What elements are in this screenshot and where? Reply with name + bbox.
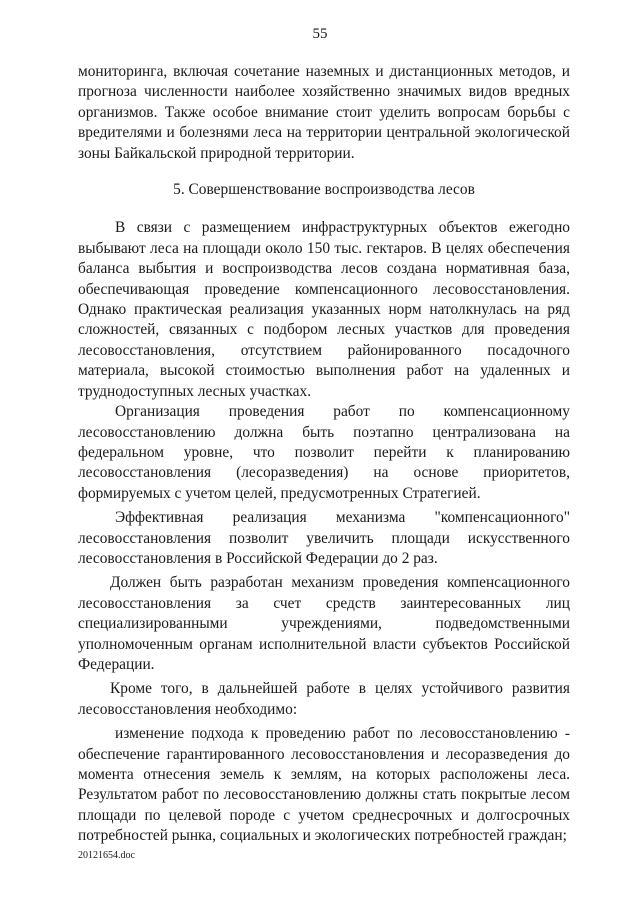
- paragraph-effective-implementation: Эффективная реализация механизма "компенсационного" лесовосстановления позволит увеличить площади искусственного лесовосстановления в Российской Федерации до 2 раз.: [78, 509, 570, 567]
- paragraph-mechanism: Должен быть разработан механизм проведения компенсационного лесовосстановления за счет средств заинтересованных лиц специализированными учреждениями, подведомственными уполномоченным органам исполнительной власти субъектов Российской Федерации.: [78, 574, 570, 673]
- paragraph-furthermore: Кроме того, в дальнейшей работе в целях устойчивого развития лесовосстановления необходимо:: [78, 680, 570, 718]
- footer-filename: 20121654.doc: [78, 850, 135, 861]
- section-heading: 5. Совершенствование воспроизводства лесов: [173, 181, 475, 199]
- document-body: [78, 62, 570, 847]
- page-number: 55: [312, 26, 328, 42]
- list-item-approach-change: изменение подхода к проведению работ по лесовосстановлению - обеспечение гарантированного лесовосстановления и лесоразведения до момента отнесения земель к землям, на которых расположены леса. Результатом работ по лесовосстановлению должны стать покрытые лесом площади по целевой породе с учетом среднесрочных и долгосрочных потребностей рынка, социальных и экологических потребностей граждан;: [78, 725, 570, 845]
- paragraph-monitoring: мониторинга, включая сочетание наземных и дистанционных методов, и прогноза численности наиболее хозяйственно значимых видов вредных организмов. Также особое внимание стоит уделить вопросам борьбы с вредителями и болезнями леса на территории центральной экологической зоны Байкальской природной территории.: [78, 63, 570, 162]
- paragraph-infrastructure: В связи с размещением инфраструктурных объектов ежегодно выбывают леса на площади около 150 тыс. гектаров. В целях обеспечения баланса выбытия и воспроизводства лесов создана нормативная база, обеспечивающая проведение компенсационного лесовосстановления. Однако практическая реализация указанных норм натолкнулась на ряд сложностей, связанных с подбором лесных участков для проведения лесовосстановления, отсутствием районированного посадочного материала, высокой стоимостью выполнения работ на удаленных и труднодоступных лесных участках.: [78, 219, 570, 400]
- paragraph-organization: Организация проведения работ по компенсационному лесовосстановлению должна быть поэтапно централизована на федеральном уровне, что позволит перейти к планированию лесовосстановления (лесоразведения) на основе приоритетов, формируемых с учетом целей, предусмотренных Стратегией.: [78, 403, 570, 502]
